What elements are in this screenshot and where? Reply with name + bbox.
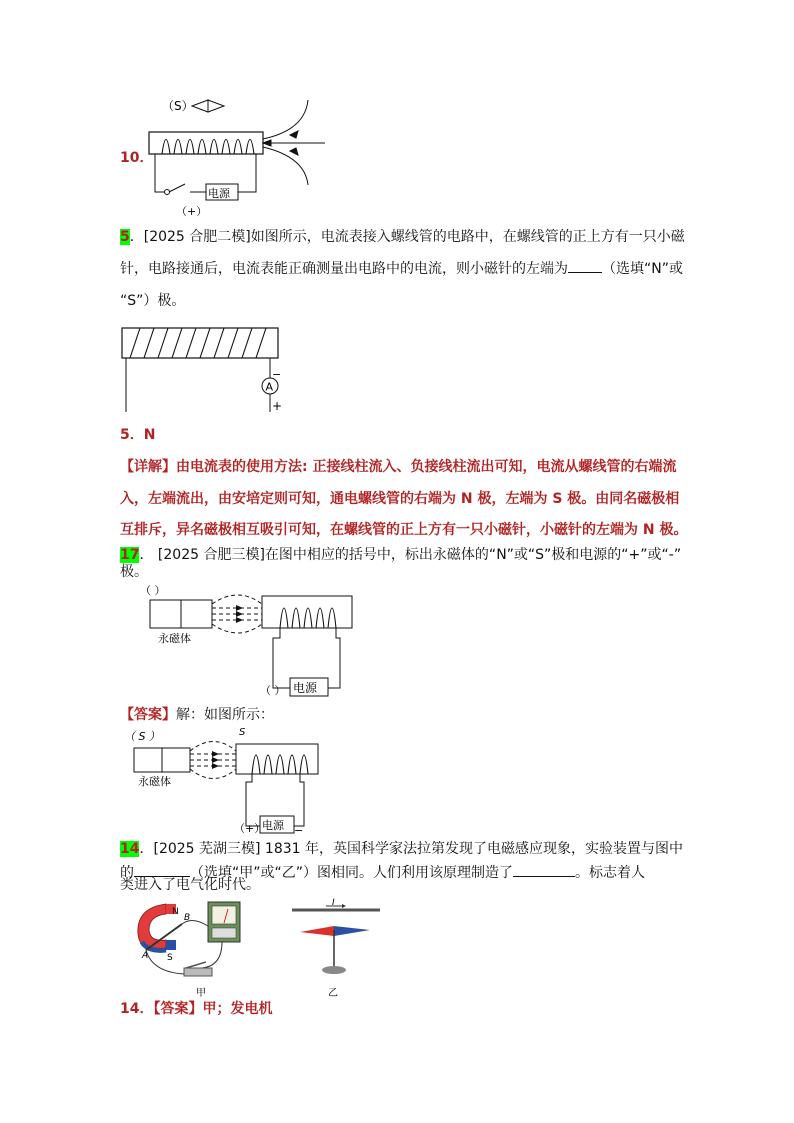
q5-answer-blank (568, 254, 602, 273)
q17-power-label: 电源 (293, 681, 318, 695)
q14-number: 14 (120, 841, 140, 857)
compass-needle-icon (192, 100, 224, 112)
switch-icon (184, 962, 212, 976)
q17-bracket-bottom: （ ） (260, 684, 286, 697)
q17-answer-plus: （+） (234, 822, 266, 835)
svg-text:S: S (167, 953, 173, 963)
q10-s-label: （S） (162, 99, 194, 113)
q5-solenoid-figure (118, 320, 288, 415)
q14-answer-line: 14．【答案】甲；发电机 (120, 1001, 273, 1017)
q14-caption-yi: 乙 (328, 988, 338, 999)
q5-detail-line2: 入，左端流出，由安培定则可知，通电螺线管的右端为 N 极，左端为 S 极。由同名磁极相 (120, 491, 680, 507)
q5-number: 5 (120, 229, 130, 245)
coil-windings (130, 328, 266, 358)
q5-line1: 5．[2025 合肥二模]如图所示，电流表接入螺线管的电路中，在螺线管的正上方有一只小磁 (120, 229, 685, 245)
q17-answer-s-top: （ S ） (124, 730, 160, 743)
q17-answer-magnet-label: 永磁体 (138, 775, 171, 788)
svg-text:A: A (142, 951, 149, 961)
q14-line1: 14．[2025 芜湖三模] 1831 年，英国科学家法拉第发现了电磁感应现象，实验装置与图中 (120, 841, 684, 857)
q17-line2: 极。 (120, 564, 148, 580)
coil-windings (162, 140, 254, 155)
q10-power-label: 电源 (208, 187, 230, 200)
compass-needle-icon (300, 926, 370, 936)
q17-answer-figure (124, 724, 334, 836)
svg-text:N: N (172, 907, 179, 917)
svg-text:I: I (332, 898, 335, 908)
q14-figure-jia (132, 896, 262, 1004)
horseshoe-magnet-icon (138, 904, 176, 951)
q5-detail-line1: 【详解】由电流表的使用方法: 正接线柱流入、负接线柱流出可知，电流从螺线管的右端流 (120, 459, 677, 475)
galvanometer-icon (208, 902, 240, 942)
q17-answer-minus: − (294, 824, 304, 836)
q17-line1: 17． [2025 合肥三模]在图中相应的括号中，标出永磁体的“N”或“S”极和电源的“+”或“-” (120, 547, 682, 563)
q17-answer-power-label: 电源 (262, 819, 284, 832)
q14-line2: 的 （选填“甲”或“乙”）图相同。人们利用该原理制造了 。标志着人 (120, 858, 645, 882)
q17-number: 17 (120, 547, 140, 563)
q17-bracket-top: （ ） (140, 584, 166, 597)
q5-answer-line: 5．N (120, 427, 156, 443)
svg-text:+: + (272, 399, 283, 413)
q5-line3: “S”）极。 (120, 293, 186, 309)
q17-answer-s-coil: S (239, 727, 246, 738)
q17-magnet-label: 永磁体 (158, 632, 191, 645)
field-lines (263, 100, 325, 185)
q10-solenoid-figure (140, 95, 340, 220)
q14-blank2 (513, 858, 575, 877)
q17-answer-line: 【答案】解：如图所示： (120, 707, 274, 723)
q10-answer-number: 10． (120, 150, 154, 166)
q14-figure-yi (290, 896, 386, 1004)
q14-caption-jia: 甲 (196, 988, 206, 999)
svg-text:B: B (184, 913, 191, 923)
q5-line2: 针，电路接通后，电流表能正确测量出电路中的电流，则小磁针的左端为 （选填“N”或 (120, 253, 683, 285)
q14-blank1 (134, 858, 190, 877)
q5-detail-line3: 互排斥，异名磁极相互吸引可知，在螺线管的正上方有一只小磁针，小磁针的左端为 N 极。 (120, 522, 688, 538)
svg-text:A: A (265, 380, 274, 394)
q10-plus-label: （+） (176, 205, 208, 218)
svg-text:−: − (272, 368, 282, 381)
q14-line3: 类进入了电气化时代。 (120, 877, 260, 893)
q17-figure (140, 580, 360, 698)
